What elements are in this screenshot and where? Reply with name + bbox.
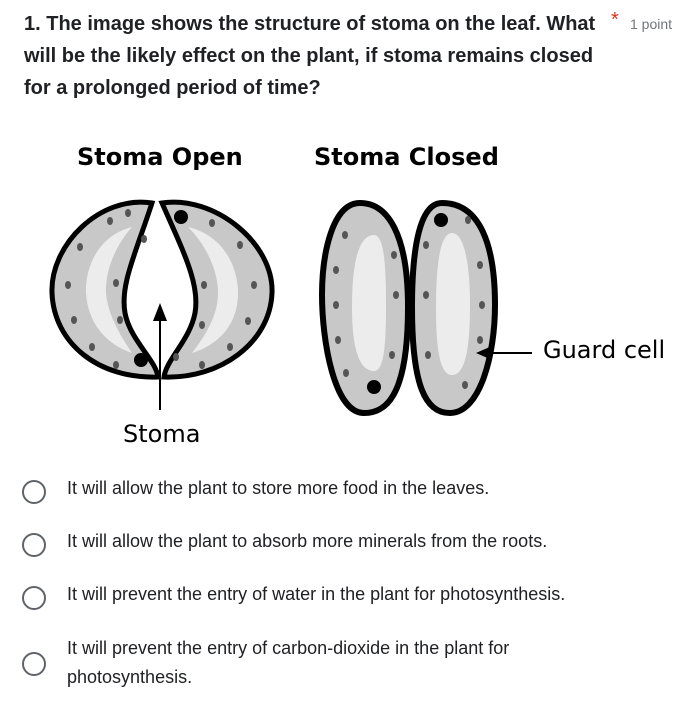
option-1-label: It will allow the plant to store more food in the leaves. bbox=[67, 478, 490, 498]
question-title: 1. The image shows the structure of stoma on the leaf. What will be the likely effect on the plant, if stoma remains closed for a prolonged period of time? bbox=[24, 13, 596, 99]
required-marker: * bbox=[611, 9, 619, 31]
closed-stoma-drawing bbox=[322, 203, 532, 413]
option-4[interactable] bbox=[22, 634, 567, 692]
option-4-radio[interactable] bbox=[22, 652, 46, 676]
option-3-radio[interactable] bbox=[22, 586, 46, 610]
option-2-label: It will allow the plant to absorb more minerals from the roots. bbox=[67, 531, 548, 551]
closed-right-vacuole bbox=[436, 233, 470, 375]
stoma-label: Stoma bbox=[123, 420, 201, 448]
option-2[interactable] bbox=[22, 527, 587, 557]
option-1[interactable] bbox=[22, 474, 587, 504]
stoma-diagram bbox=[40, 135, 680, 455]
closed-nucleus-right bbox=[434, 213, 448, 227]
closed-left-vacuole bbox=[352, 235, 386, 371]
points-label: 1 point bbox=[630, 16, 673, 32]
open-nucleus-left bbox=[134, 353, 148, 367]
open-nucleus-right bbox=[174, 210, 188, 224]
stoma-closed-label: Stoma Closed bbox=[314, 143, 499, 171]
option-4-label: It will prevent the entry of carbon-dioxide in the plant for photosynthesis. bbox=[67, 638, 510, 687]
stoma-illustration bbox=[40, 135, 680, 455]
open-stoma-drawing bbox=[52, 202, 272, 410]
question-block bbox=[24, 8, 624, 104]
option-2-radio[interactable] bbox=[22, 533, 46, 557]
option-3-label: It will prevent the entry of water in the plant for photosynthesis. bbox=[67, 584, 566, 604]
stoma-open-label: Stoma Open bbox=[77, 143, 243, 171]
closed-nucleus-left bbox=[367, 380, 381, 394]
guard-cell-label: Guard cell bbox=[543, 336, 666, 364]
option-3[interactable] bbox=[22, 580, 627, 610]
open-right-guard-cell bbox=[162, 202, 272, 377]
option-1-radio[interactable] bbox=[22, 480, 46, 504]
stoma-arrow-head bbox=[153, 303, 167, 321]
